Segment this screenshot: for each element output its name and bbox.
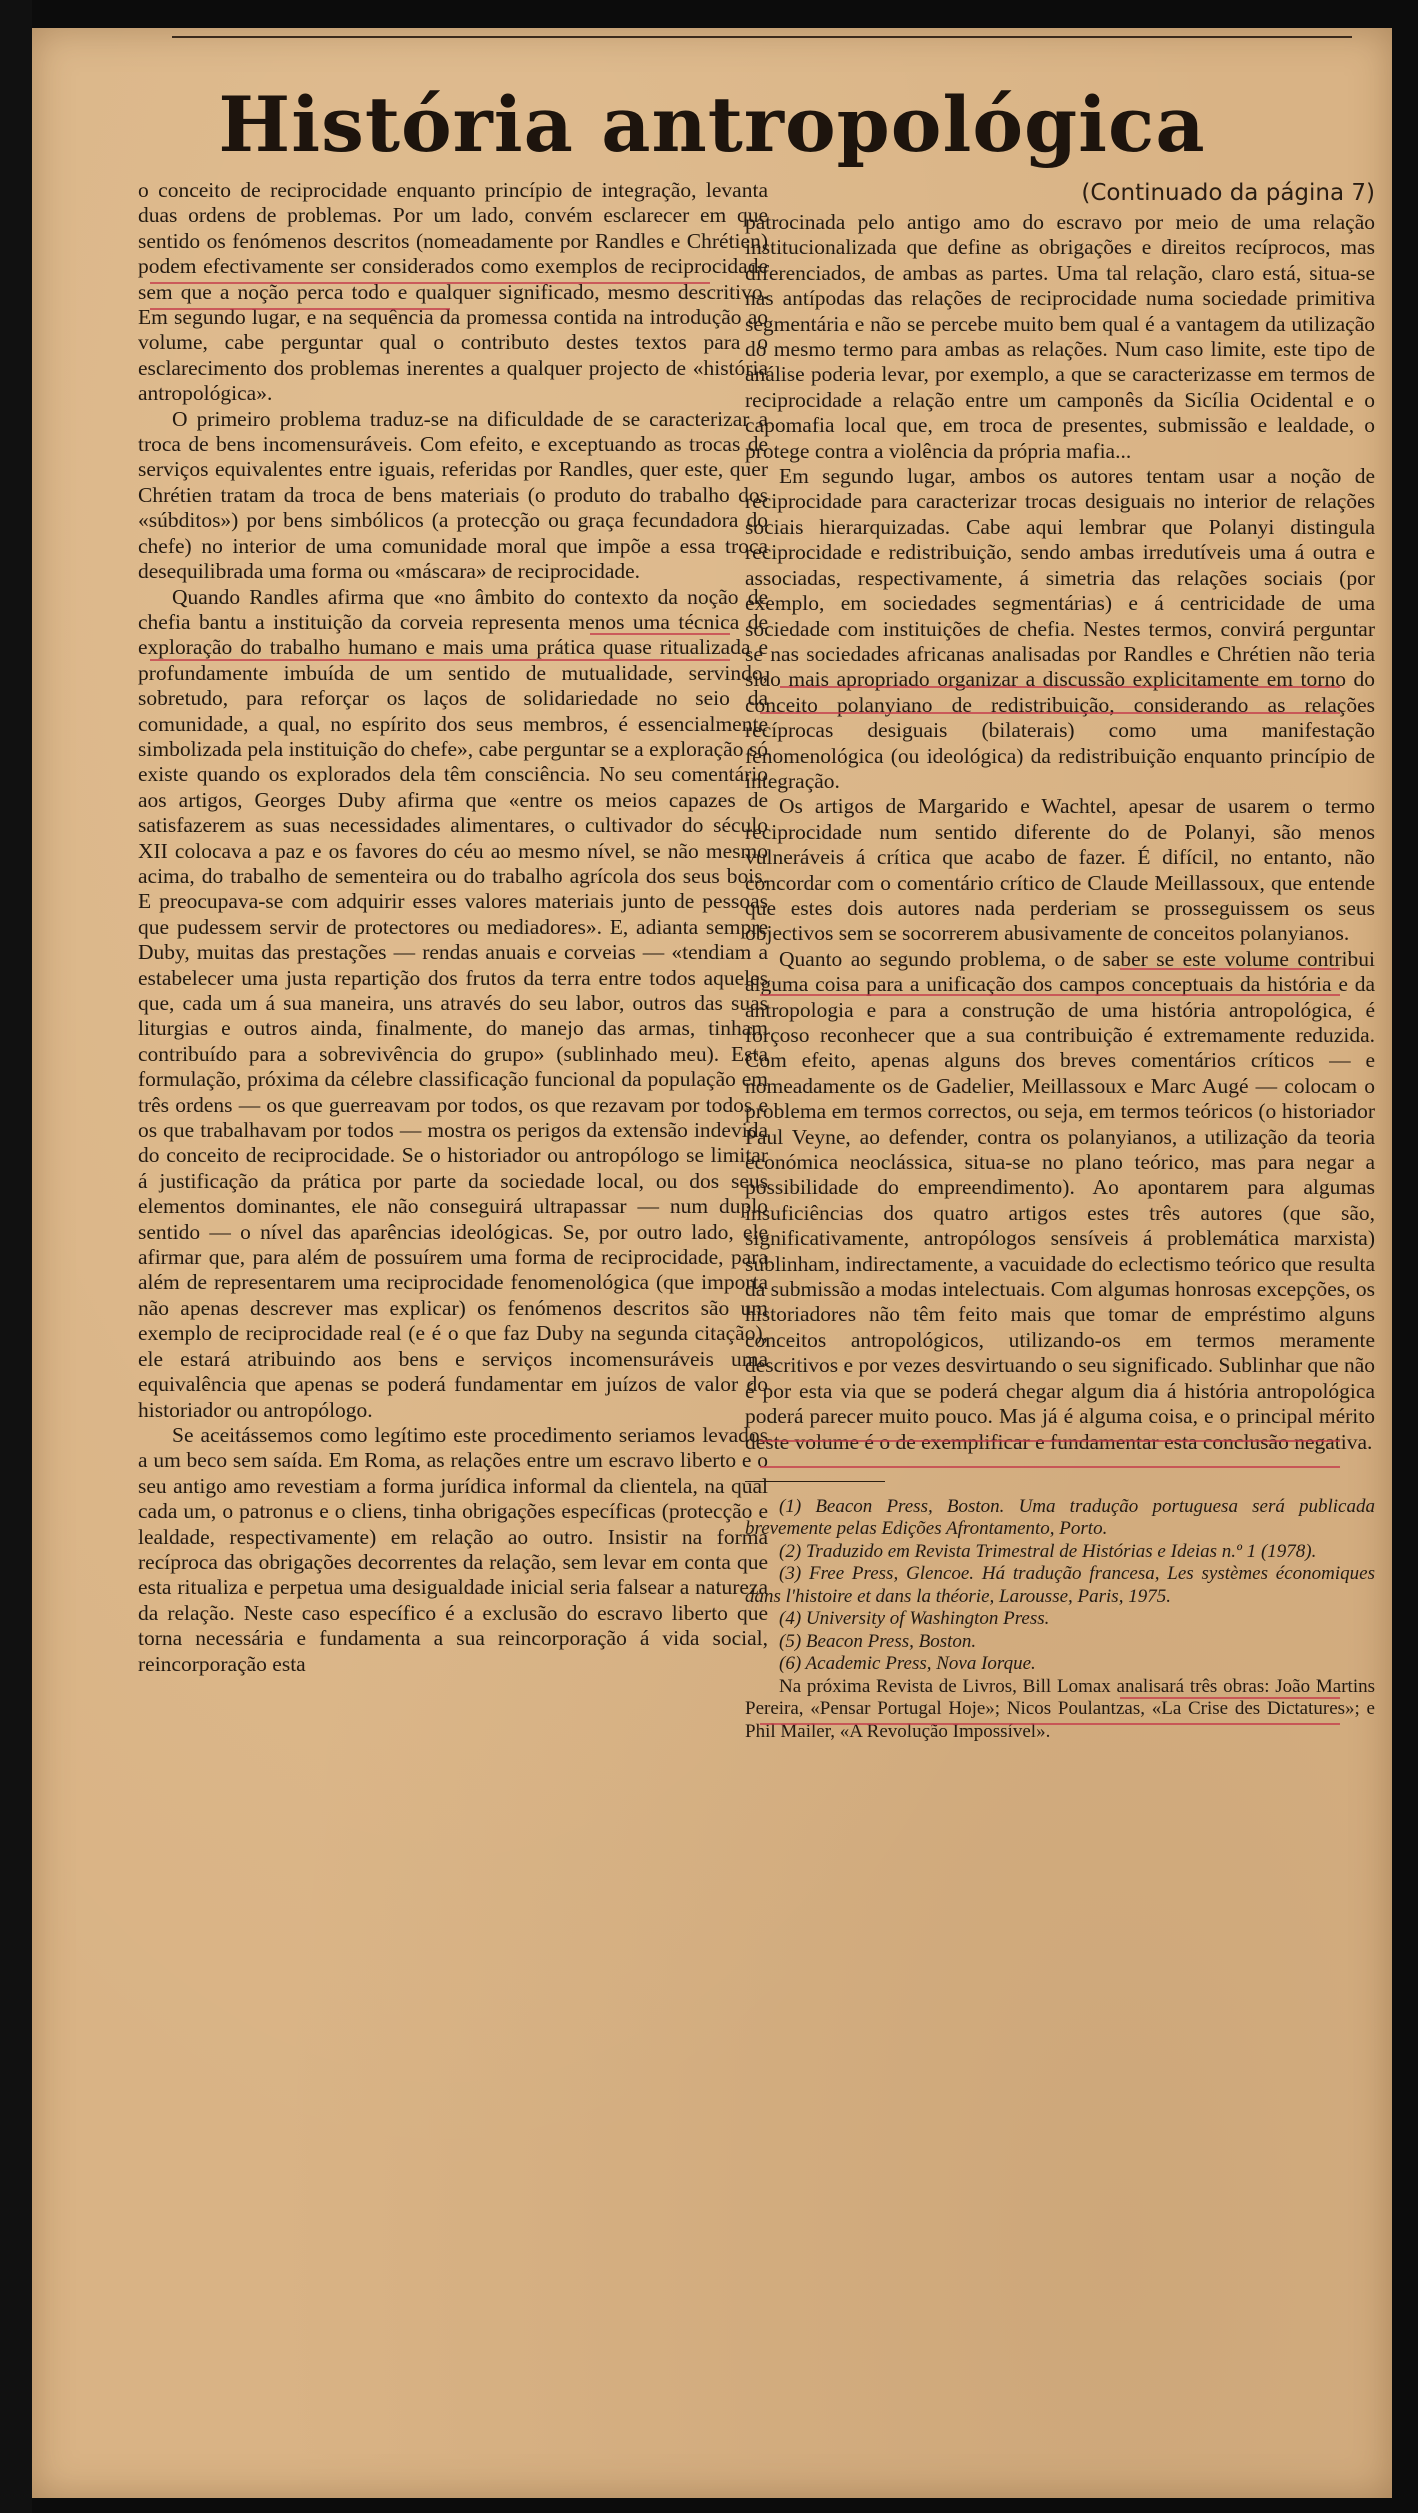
scan-border [0,0,32,2513]
footnote: (3) Free Press, Glencoe. Há tradução francesa, Les systèmes économiques dans l'histoire et dans la théorie, Larousse, Paris, 1975. [745,1563,1375,1607]
paragraph: Quando Randles afirma que «no âmbito do contexto da noção de chefia bantu a instituição da corveia representa menos uma técnica de exploração do trabalho humano e mais uma prática quase ritualizada e profundamente imbuída de um sentido de mutualidade, servindo, sobretudo, para reforçar os laços de solidariedade no seio da comunidade, a qual, no espírito dos seus membros, é essencialmente simbolizada pela instituição do chefe», cabe perguntar se a exploração só existe quando os explorados dela têm consciência. No seu comentário aos artigos, Georges Duby afirma que «entre os meios capazes de satisfazerem as suas necessidades alimentares, o cultivador do século XII colocava a paz e os favores do céu ao mesmo nível, se não mesmo acima, do trabalho de sementeira ou do trabalho agrícola dos seus bois. E preocupava-se com adquirir esses valores materiais junto de pessoas que pudessem servir de protectores ou mediadores». E, adianta sempre Duby, muitas das prestações — rendas anuais e corveias — «tendiam a estabelecer uma justa repartição dos frutos da terra entre todos aqueles que, cada um á sua maneira, uns através do seu labor, outros das suas liturgias e outros ainda, finalmente, do manejo das armas, tinham contribuído para a sobrevivência do grupo» (sublinhado meu). Esta formulação, próxima da célebre classificação funcional da população em três ordens — os que guerreavam por todos, os que rezavam por todos e os que trabalhavam por todos — mostra os perigos da extensão indevida do conceito de reciprocidade. Se o historiador ou antropólogo se limitar á justificação da prática por parte da sociedade local, ou dos seus elementos dominantes, ele não conseguirá ultrapassar — num duplo sentido — o nível das aparências ideológicas. Se, por outro lado, ele afirmar que, para além de possuírem uma forma de reciprocidade, para além de representarem uma reciprocidade fenomenológica (que importa não apenas descrever mas explicar) os fenómenos descritos são um exemplo de reciprocidade real (e é o que faz Duby na segunda citação), ele estará atribuindo aos bens e serviços incomensuráveis uma equivalência que apenas se poderá fundamentar em juízos de valor do historiador ou antropólogo. [138,584,768,1422]
footnote: (6) Academic Press, Nova Iorque. [779,1653,1036,1675]
paragraph: Se aceitássemos como legítimo este procedimento seriamos levados a um beco sem saída. Em Roma, as relações entre um escravo liberto e o seu antigo amo revestiam a forma jurídica informal da clientela, na qual cada um, o patronus e o cliens, tinha obrigações específicas (protecção e lealdade, respectivamente) em relação ao outro. Insistir na forma recíproca das obrigações decorrentes da relação, sem levar em conta que esta ritualiza e perpetua uma desigualdade inicial seria falsear a natureza da relação. Neste caso específico é a exclusão do escravo liberto que torna necessária e fundamenta a sua reincorporação á vida social, reincorporação esta [138,1422,768,1676]
pen-underline [150,282,710,284]
pen-underline [780,686,1340,688]
paragraph: patrocinada pelo antigo amo do escravo por meio de uma relação institucionalizada que define as obrigações e direitos recíprocos, mas diferenciados, de ambas as partes. Uma tal relação, claro está, situa-se nas antípodas das relações de reciprocidade numa sociedade primitiva segmentária e não se percebe muito bem qual é a vantagem da utilização do mesmo termo para ambas as relações. Num caso limite, este tipo de análise poderia levar, por exemplo, a que se caracterizasse em termos de reciprocidade a relação entre um camponês da Sicília Ocidental e o capomafia local que, em troca de presentes, submissão e lealdade, o protege contra a violência da própria mafia... [745,210,1375,463]
pen-underline [760,1440,1340,1442]
pen-underline [760,712,1340,714]
pen-underline [760,1466,1340,1468]
top-rule [172,36,1352,38]
pen-underline [760,1723,1340,1725]
pen-underline [150,308,450,310]
pen-underline [590,633,730,635]
footnote: (2) Traduzido em Revista Trimestral de Histórias e Ideias n.º 1 (1978). [779,1540,1317,1562]
right-column [745,178,1375,1743]
footnote: (1) Beacon Press, Boston. Uma tradução portuguesa será publicada brevemente pelas Edições Afrontamento, Porto. [745,1495,1375,1540]
next-issue-note: Na próxima Revista de Livros, Bill Lomax analisará três obras: João Martins Pereira, «Pensar Portugal Hoje»; Nicos Poulantzas, «La Crise des Dictatures»; e Phil Mailer, «A Revolução Impossível». [745,1675,1375,1742]
footnote-rule [745,1481,885,1482]
paragraph: Os artigos de Margarido e Wachtel, apesar de usarem o termo reciprocidade num sentido diferente do de Polanyi, são menos vulneráveis á crítica que acabo de fazer. É difícil, no entanto, não concordar com o comentário crítico de Claude Meillassoux, que entende que estes dois autores nada perderiam se prosseguissem os seus objectivos sem se socorrerem abusivamente de conceitos polanyianos. [745,794,1375,946]
paragraph: Quanto ao segundo problema, o de saber se este volume contribui alguma coisa para a unificação dos campos conceptuais da história e da antropologia e para a construção de uma história antropológica, é forçoso reconhecer que a sua contribuição é extremamente reduzida. Com efeito, apenas alguns dos breves comentários críticos — e nomeadamente os de Gadelier, Meillassoux e Marc Augé — colocam o problema em termos correctos, ou seja, em termos teóricos (o historiador Paul Veyne, ao defender, contra os polanyianos, a utilização da teoria económica neoclássica, situa-se no plano teórico, mas para negar a possibilidade do empreendimento). Ao apontarem para algumas insuficiências dos quatro artigos estes três autores (que são, significativamente, antropólogos sensíveis á problemática marxista) sublinham, indirectamente, a vacuidade do eclectismo teórico que resulta da submissão a modas intelectuais. Com algumas honrosas excepções, os historiadores não têm feito mais que tomar de empréstimo alguns conceitos antropológicos, utilizando-os em termos meramente descritivos e por vezes desvirtuando o seu significado. Sublinhar que não é por esta via que se poderá chegar algum dia á história antropológica poderá parecer muito pouco. Mas já é alguma coisa, e o principal mérito deste volume é o de exemplificar e fundamentar esta conclusão negativa. [745,946,1375,1454]
continuation-note: (Continuado da página 7) [1081,180,1375,206]
pen-underline [760,994,1340,996]
pen-underline [150,659,730,661]
paragraph: O primeiro problema traduz-se na dificuldade de se caracterizar a troca de bens incomensuráveis. Com efeito, e exceptuando as trocas de serviços equivalentes entre iguais, referidas por Randles, quer este, quer Chrétien tratam da troca de bens materiais (o produto do trabalho dos «súbditos») por bens simbólicos (a protecção ou graça fecundadora do chefe) no interior de uma comunidade moral que impõe a essa troca desequilibrada uma forma ou «máscara» de reciprocidade. [138,406,768,584]
pen-underline [1120,968,1340,970]
paragraph: o conceito de reciprocidade enquanto princípio de integração, levanta duas ordens de problemas. Por um lado, convém esclarecer em que sentido os fenómenos descritos (nomeadamente por Randles e Chrétien) podem efectivamente ser considerados como exemplos de reciprocidade sem que a noção perca todo e qualquer significado, mesmo descritivo. Em segundo lugar, e na sequência da promessa contida na introdução ao volume, cabe perguntar qual o contributo destes textos para o esclarecimento dos problemas inerentes a qualquer projecto de «história antropológica». [138,178,768,406]
paragraph: Em segundo lugar, ambos os autores tentam usar a noção de reciprocidade para caracterizar trocas desiguais no interior de relações sociais hierarquizadas. Cabe aqui lembrar que Polanyi distingula reciprocidade e redistribuição, sendo ambas irredutíveis uma á outra e associadas, respectivamente, á simetria das relações sociais (por exemplo, em sociedades segmentárias) e á centricidade de uma sociedade com instituições de chefia. Nestes termos, convirá perguntar se nas sociedades africanas analisadas por Randles e Chrétien não teria sido mais apropriado organizar a discussão explicitamente em torno do conceito polanyiano de redistribuição, considerando as relações recíprocas desiguais (bilaterais) como uma manifestação fenomenológica (ou ideológica) da redistribuição enquanto princípio de integração. [745,464,1375,793]
pen-underline [1120,1697,1340,1699]
article-title: História antropológica [218,80,1206,169]
footnote: (4) University of Washington Press. [779,1608,1050,1630]
footnote: (5) Beacon Press, Boston. [779,1630,977,1652]
footnotes [745,1481,1375,1676]
left-column [138,178,768,1677]
